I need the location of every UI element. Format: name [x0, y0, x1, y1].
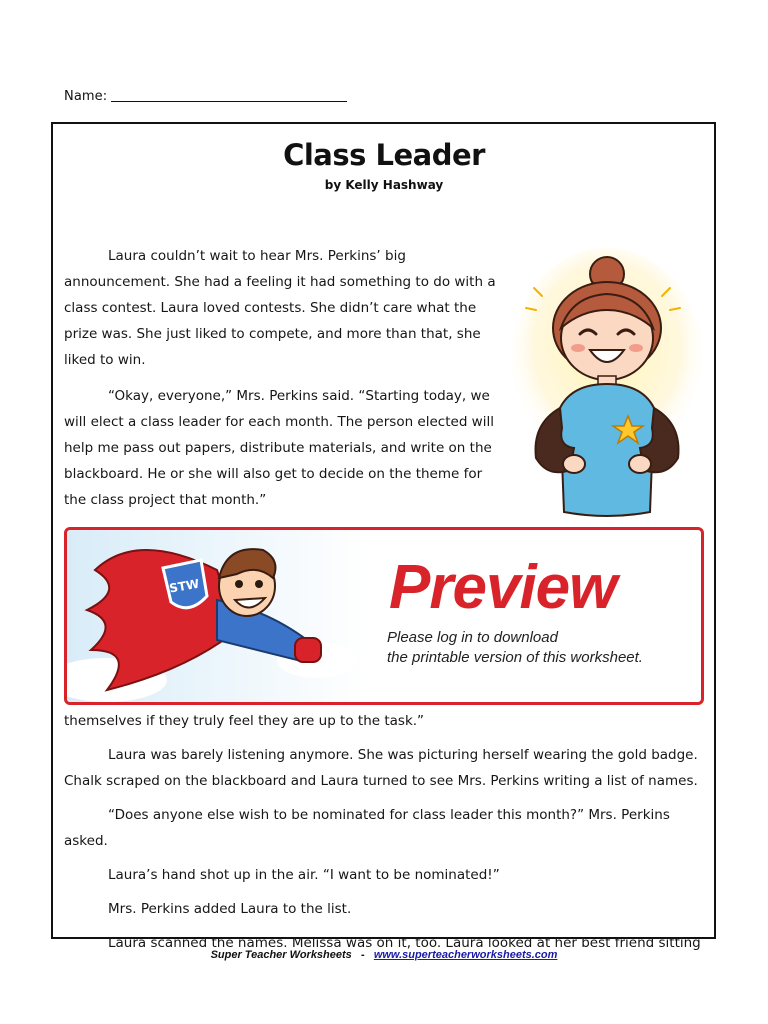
footer-link[interactable]: www.superteacherworksheets.com [373, 949, 558, 961]
story-paragraph: Laura’s hand shot up in the air. “I want to be nominated!” [108, 867, 500, 883]
story-paragraph: Mrs. Perkins added Laura to the list. [108, 901, 352, 917]
story-paragraph: Laura scanned the names. Melissa was on it, too. Laura looked at her best friend sitting [108, 935, 701, 951]
page-footer [0, 949, 768, 961]
story-paragraph: “Does anyone else wish to be nominated for class leader this month?” Mrs. Perkins asked. [64, 807, 670, 849]
story-top-text [64, 243, 506, 513]
story-bottom-text [64, 708, 706, 964]
story-title: Class Leader [283, 138, 485, 172]
preview-line-1: Please log in to download [387, 629, 558, 646]
footer-separator: - [360, 949, 365, 961]
girl-illustration [512, 248, 702, 522]
name-blank-line [111, 89, 347, 102]
story-byline: by Kelly Hashway [324, 178, 444, 192]
badge-text: STW [168, 576, 201, 596]
preview-title: Preview [389, 553, 617, 622]
name-label: Name: [64, 89, 108, 104]
story-paragraph: Laura was barely listening anymore. She was picturing herself wearing the gold badge. Chalk scraped on the blackboard and Laura turned to see Mrs. Perkins writing a list of names. [64, 747, 698, 789]
preview-banner[interactable] [64, 527, 704, 705]
footer-brand: Super Teacher Worksheets [210, 949, 352, 961]
superhero-illustration [67, 530, 367, 702]
story-paragraph: Laura couldn’t wait to hear Mrs. Perkins’ big announcement. She had a feeling it had something to do with a class contest. Laura loved contests. She didn’t care what the prize was. She just liked to compete, and more than that, she liked to win. [64, 248, 496, 368]
preview-line-2: the printable version of this worksheet. [387, 649, 643, 666]
preview-message [387, 628, 687, 668]
story-paragraph: “Okay, everyone,” Mrs. Perkins said. “Starting today, we will elect a class leader for each month. The person elected will help me pass out papers, distribute materials, and write on the blackboard. He or she will also get to decide on the theme for the class project that month.” [64, 388, 494, 508]
story-continuation: themselves if they truly feel they are up to the task.” [64, 713, 425, 729]
name-field [64, 89, 347, 104]
